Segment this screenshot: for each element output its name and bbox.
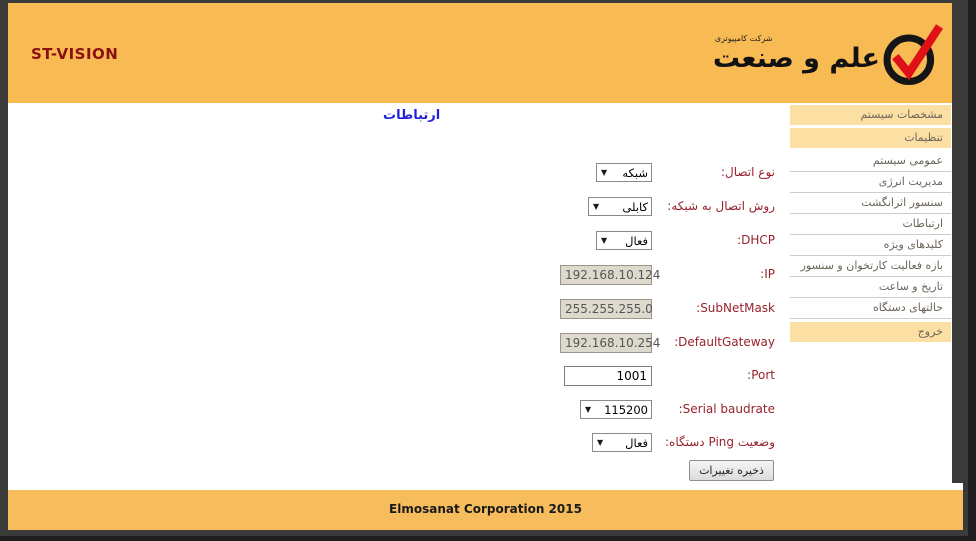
dropdown-arrow-icon: ▼	[585, 404, 592, 414]
ping-status-label: وضعیت Ping دستگاه:	[665, 435, 775, 449]
network-method-value: کابلی	[622, 199, 648, 214]
serial-baudrate-select[interactable]	[580, 400, 652, 419]
window-frame-bottom	[0, 536, 976, 541]
save-button[interactable]: ذخیره تغییرات	[689, 460, 774, 481]
ping-status-value: فعال	[625, 435, 648, 450]
dhcp-value: فعال	[625, 233, 648, 248]
footer	[8, 490, 963, 530]
defaultgateway-label: DefaultGateway:	[674, 335, 775, 349]
sidebar-menu	[790, 105, 951, 345]
dropdown-arrow-icon: ▼	[597, 437, 604, 447]
dropdown-arrow-icon: ▼	[593, 201, 600, 211]
network-method-label: روش اتصال به شبکه:	[667, 199, 775, 213]
logo-big-text: علم و صنعت	[712, 43, 880, 75]
dropdown-arrow-icon: ▼	[601, 167, 608, 177]
page	[8, 3, 952, 530]
sidebar-item-settings[interactable]: تنظیمات	[790, 128, 951, 148]
sidebar-item-date-time[interactable]: تاریخ و ساعت	[790, 277, 951, 298]
sidebar-item-exit[interactable]: خروج	[790, 322, 951, 342]
page-title: ارتباطات	[383, 108, 441, 123]
network-method-select[interactable]	[588, 197, 652, 216]
ping-status-select[interactable]	[592, 433, 652, 452]
port-input[interactable]: 1001	[564, 366, 652, 386]
dhcp-label: DHCP:	[737, 233, 775, 247]
defaultgateway-input: 192.168.10.254	[560, 333, 652, 353]
sidebar-item-device-modes[interactable]: حالتهای دستگاه	[790, 298, 951, 319]
sidebar-item-fingerprint-sensor[interactable]: سنسور اثرانگشت	[790, 193, 951, 214]
brand-title: ST-VISION	[31, 45, 119, 63]
connection-type-select[interactable]	[596, 163, 652, 182]
sidebar-item-system-specs[interactable]: مشخصات سیستم	[790, 105, 951, 125]
sidebar-item-energy-management[interactable]: مدیریت انرژی	[790, 172, 951, 193]
serial-baudrate-value: 115200	[604, 402, 648, 417]
dhcp-select[interactable]	[596, 231, 652, 250]
checkmark-logo-icon	[880, 18, 944, 90]
subnetmask-label: SubNetMask:	[696, 301, 775, 315]
subnetmask-input: 255.255.255.0	[560, 299, 652, 319]
sidebar-item-system-general[interactable]: عمومی سیستم	[790, 151, 951, 172]
sidebar-item-communications[interactable]: ارتباطات	[790, 214, 951, 235]
ip-input: 192.168.10.124	[560, 265, 652, 285]
footer-text: Elmosanat Corporation 2015	[389, 502, 582, 516]
logo-text	[713, 34, 880, 73]
connection-type-label: نوع اتصال:	[720, 165, 775, 179]
footer-shoulder	[952, 483, 963, 490]
sidebar-item-special-keys[interactable]: کلیدهای ویژه	[790, 235, 951, 256]
logo-small-text: شرکت کامپیوتری	[714, 34, 773, 44]
sidebar-item-reader-sensor-activity[interactable]: بازه فعالیت کارتخوان و سنسور	[790, 256, 951, 277]
company-logo	[709, 18, 944, 90]
serial-baudrate-label: Serial baudrate:	[678, 402, 775, 416]
dropdown-arrow-icon: ▼	[601, 235, 608, 245]
connection-type-value: شبکه	[622, 165, 648, 180]
window-frame-right	[968, 0, 976, 541]
ip-label: IP:	[760, 267, 775, 281]
header-banner	[8, 3, 952, 103]
port-label: Port:	[747, 368, 775, 382]
